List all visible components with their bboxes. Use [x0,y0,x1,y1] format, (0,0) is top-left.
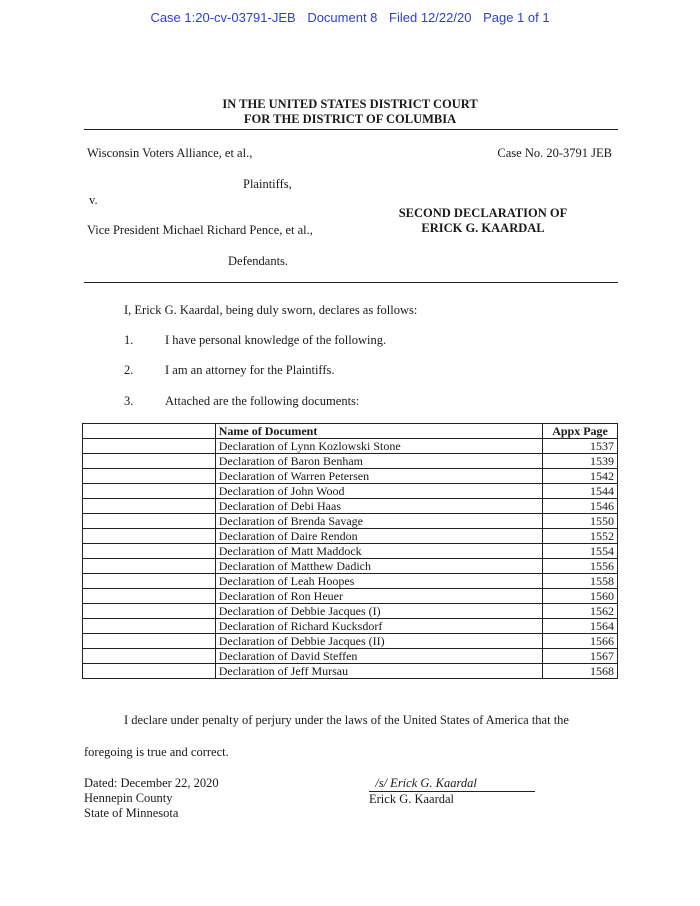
table-header-page: Appx Page [543,424,618,439]
table-cell-blank [83,544,216,559]
item-number: 2. [124,363,134,377]
versus-label: v. [89,193,98,207]
plaintiff-name: Wisconsin Voters Alliance, et al., [87,146,253,160]
case-number: Case No. 20-3791 JEB [497,146,612,160]
table-header-row [83,424,618,439]
signer-name: Erick G. Kaardal [369,792,455,806]
appx-page-cell: 1564 [543,619,618,634]
table-cell-blank [83,574,216,589]
table-cell-blank [83,454,216,469]
appx-page-cell: 1544 [543,484,618,499]
document-number-stamp: Document 8 [307,10,378,25]
table-cell-blank [83,514,216,529]
defendant-name: Vice President Michael Richard Pence, et al., [87,223,313,237]
table-cell-blank [83,649,216,664]
penalty-statement-cont: foregoing is true and correct. [84,745,229,759]
appx-page-cell: 1562 [543,604,618,619]
table-cell-blank [83,469,216,484]
table-row [83,589,618,604]
case-number-stamp: Case 1:20-cv-03791-JEB [150,10,296,25]
caption-bottom-rule [84,282,618,283]
document-name-cell: Declaration of Matthew Dadich [215,559,542,574]
document-name-cell: Declaration of Matt Maddock [215,544,542,559]
document-name-cell: Declaration of Leah Hoopes [215,574,542,589]
appx-page-cell: 1556 [543,559,618,574]
appx-page-cell: 1552 [543,529,618,544]
numbered-item-2 [124,363,133,378]
numbered-item-1-text: I have personal knowledge of the following. [165,333,387,347]
appx-page-cell: 1558 [543,574,618,589]
table-cell-blank [83,604,216,619]
document-name-cell: Declaration of Debbie Jacques (I) [215,604,542,619]
table-row [83,529,618,544]
state-line: State of Minnesota [84,806,179,820]
item-number: 1. [124,333,134,347]
table-cell-blank [83,619,216,634]
table-row [83,619,618,634]
court-heading [0,97,700,127]
appx-page-cell: 1567 [543,649,618,664]
table-header-blank [83,424,216,439]
penalty-statement: I declare under penalty of perjury under the laws of the United States of America that the [124,713,569,727]
document-name-cell: Declaration of Daire Rendon [215,529,542,544]
appx-page-cell: 1560 [543,589,618,604]
appx-page-cell: 1537 [543,439,618,454]
appx-page-cell: 1568 [543,664,618,679]
table-row [83,664,618,679]
numbered-item-1 [124,333,133,348]
appx-page-cell: 1566 [543,634,618,649]
dated-block [84,776,219,821]
plaintiffs-label: Plaintiffs, [243,177,292,191]
table-cell-blank [83,664,216,679]
appx-page-cell: 1550 [543,514,618,529]
numbered-item-3-text: Attached are the following documents: [165,394,360,408]
page-count-stamp: Page 1 of 1 [483,10,550,25]
document-name-cell: Declaration of Jeff Mursau [215,664,542,679]
table-cell-blank [83,589,216,604]
item-number: 3. [124,394,134,408]
ecf-header-stamp [0,10,700,25]
defendants-label: Defendants. [228,254,289,268]
table-row [83,574,618,589]
document-name-cell: Declaration of Richard Kucksdorf [215,619,542,634]
document-name-cell: Declaration of John Wood [215,484,542,499]
table-header-name: Name of Document [215,424,542,439]
table-row [83,649,618,664]
document-name-cell: Declaration of Debbie Jacques (II) [215,634,542,649]
table-row [83,634,618,649]
county-line: Hennepin County [84,791,173,805]
documents-table [82,423,618,679]
document-title [383,206,583,236]
document-name-cell: Declaration of Ron Heuer [215,589,542,604]
table-row [83,604,618,619]
court-heading-line1: IN THE UNITED STATES DISTRICT COURT [222,97,478,111]
table-row [83,484,618,499]
caption-top-rule [84,129,618,130]
table-row [83,499,618,514]
document-title-line1: SECOND DECLARATION OF [398,206,568,220]
table-row [83,454,618,469]
documents-table-body [83,439,618,679]
table-cell-blank [83,634,216,649]
table-row [83,469,618,484]
table-cell-blank [83,484,216,499]
table-row [83,559,618,574]
table-row [83,544,618,559]
signature-block [369,776,535,807]
electronic-signature [369,776,535,792]
signature-text: /s/ Erick G. Kaardal [375,776,477,790]
table-cell-blank [83,529,216,544]
appx-page-cell: 1542 [543,469,618,484]
document-name-cell: Declaration of Brenda Savage [215,514,542,529]
appx-page-cell: 1554 [543,544,618,559]
appx-page-cell: 1539 [543,454,618,469]
document-name-cell: Declaration of Warren Petersen [215,469,542,484]
table-cell-blank [83,439,216,454]
document-title-line2: ERICK G. KAARDAL [421,221,545,235]
table-cell-blank [83,499,216,514]
table-row [83,514,618,529]
dated-line: Dated: December 22, 2020 [84,776,219,790]
document-name-cell: Declaration of Debi Haas [215,499,542,514]
table-row [83,439,618,454]
intro-paragraph: I, Erick G. Kaardal, being duly sworn, declares as follows: [124,303,418,317]
document-name-cell: Declaration of David Steffen [215,649,542,664]
document-name-cell: Declaration of Lynn Kozlowski Stone [215,439,542,454]
court-heading-line2: FOR THE DISTRICT OF COLUMBIA [243,112,457,126]
table-cell-blank [83,559,216,574]
appx-page-cell: 1546 [543,499,618,514]
filed-date-stamp: Filed 12/22/20 [389,10,472,25]
document-name-cell: Declaration of Baron Benham [215,454,542,469]
numbered-item-3 [124,394,133,409]
numbered-item-2-text: I am an attorney for the Plaintiffs. [165,363,335,377]
